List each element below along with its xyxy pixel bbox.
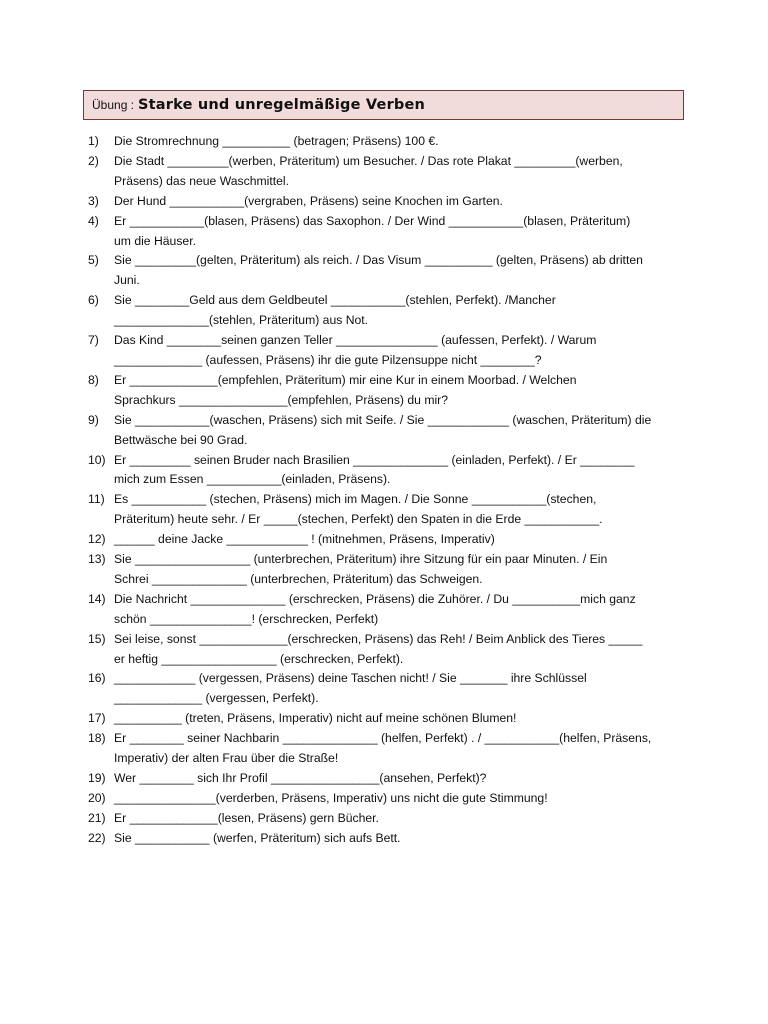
exercise-text-line: _____________ (vergessen, Perfekt). xyxy=(114,691,319,706)
exercise-text-line: _______________(verderben, Präsens, Imperativ) uns nicht die gute Stimmung! xyxy=(114,790,548,805)
exercise-item xyxy=(88,152,688,192)
exercise-text-line: Sprachkurs ________________(empfehlen, Präsens) du mir? xyxy=(114,392,449,407)
exercise-text-line: Er _____________(empfehlen, Präteritum) mir eine Kur in einem Moorbad. / Welchen xyxy=(114,372,577,387)
exercise-item xyxy=(88,590,688,630)
exercise-text-line: Die Nachricht ______________ (erschrecken, Präsens) die Zuhörer. / Du __________mich ganz xyxy=(114,591,636,606)
exercise-item xyxy=(88,411,688,451)
exercise-item xyxy=(88,769,688,789)
exercise-number: 4) xyxy=(88,213,99,228)
exercise-text-line: Präsens) das neue Waschmittel. xyxy=(114,173,289,188)
exercise-number: 6) xyxy=(88,293,99,308)
exercise-item xyxy=(88,251,688,291)
exercise-text-line: Das Kind ________seinen ganzen Teller _______________ (aufessen, Perfekt). / Warum xyxy=(114,333,597,348)
exercise-text-line: Sei leise, sonst _____________(erschrecken, Präsens) das Reh! / Beim Anblick des Tieres _____ xyxy=(114,631,643,646)
exercise-text-line: Sie ___________(waschen, Präsens) sich mit Seife. / Sie ____________ (waschen, Präteritum) die xyxy=(114,412,652,427)
exercise-text-line: ____________ (vergessen, Präsens) deine Taschen nicht! / Sie _______ ihre Schlüssel xyxy=(114,671,587,686)
exercise-text-line: Sie _________(gelten, Präteritum) als reich. / Das Visum __________ (gelten, Präsens) ab dritten xyxy=(114,253,643,268)
exercise-text-line: Er ___________(blasen, Präsens) das Saxophon. / Der Wind ___________(blasen, Präteritum) xyxy=(114,213,631,228)
exercise-list xyxy=(88,132,688,849)
exercise-item xyxy=(88,630,688,670)
exercise-number: 12) xyxy=(88,532,106,547)
exercise-number: 20) xyxy=(88,790,106,805)
exercise-item xyxy=(88,331,688,371)
exercise-text-line: __________ (treten, Präsens, Imperativ) nicht auf meine schönen Blumen! xyxy=(114,711,517,726)
exercise-text-line: Die Stadt _________(werben, Präteritum) um Besucher. / Das rote Plakat _________(werben, xyxy=(114,153,623,168)
exercise-number: 3) xyxy=(88,193,99,208)
exercise-number: 1) xyxy=(88,134,99,148)
exercise-text-line: Die Stromrechnung __________ (betragen; Präsens) 100 €. xyxy=(114,134,439,148)
exercise-text-line: Bettwäsche bei 90 Grad. xyxy=(114,432,248,447)
exercise-text-line: um die Häuser. xyxy=(114,233,196,248)
exercise-number: 21) xyxy=(88,810,106,825)
exercise-text-line: ______________(stehlen, Präteritum) aus Not. xyxy=(114,313,369,328)
exercise-text-line: Sie ___________ (werfen, Präteritum) sich aufs Bett. xyxy=(114,830,401,845)
exercise-item xyxy=(88,809,688,829)
exercise-number: 8) xyxy=(88,372,99,387)
exercise-number: 7) xyxy=(88,333,99,348)
exercise-item xyxy=(88,291,688,331)
exercise-number: 5) xyxy=(88,253,99,268)
exercise-item xyxy=(88,789,688,809)
exercise-item xyxy=(88,669,688,709)
exercise-item xyxy=(88,530,688,550)
exercise-text-line: _____________ (aufessen, Präsens) ihr die gute Pilzensuppe nicht ________? xyxy=(114,352,542,367)
exercise-number: 16) xyxy=(88,671,106,686)
exercise-text-line: Sie ________Geld aus dem Geldbeutel ___________(stehlen, Perfekt). /Mancher xyxy=(114,293,556,308)
exercise-text-line: Imperativ) der alten Frau über die Straße! xyxy=(114,751,339,766)
exercise-title: Starke und unregelmäßige Verben xyxy=(138,97,426,113)
exercise-text-line: Schrei ______________ (unterbrechen, Präteritum) das Schweigen. xyxy=(114,571,483,586)
exercise-text-line: schön _______________! (erschrecken, Perfekt) xyxy=(114,611,379,626)
exercise-text-line: Er _________ seinen Bruder nach Brasilien ______________ (einladen, Perfekt). / Er ________ xyxy=(114,452,635,467)
exercise-item xyxy=(88,709,688,729)
exercise-text-line: ______ deine Jacke ____________ ! (mitnehmen, Präsens, Imperativ) xyxy=(114,532,495,547)
exercise-text-line: Der Hund ___________(vergraben, Präsens) seine Knochen im Garten. xyxy=(114,193,503,208)
exercise-number: 15) xyxy=(88,631,106,646)
exercise-item xyxy=(88,212,688,252)
exercise-item xyxy=(88,371,688,411)
exercise-item xyxy=(88,729,688,769)
exercise-text-line: er heftig _________________ (erschrecken, Perfekt). xyxy=(114,651,404,666)
exercise-number: 22) xyxy=(88,830,106,845)
exercise-item xyxy=(88,451,688,491)
exercise-text-line: Präteritum) heute sehr. / Er _____(stechen, Perfekt) den Spaten in die Erde ___________. xyxy=(114,512,603,527)
exercise-number: 9) xyxy=(88,412,99,427)
exercise-text-line: Er _____________(lesen, Präsens) gern Bücher. xyxy=(114,810,379,825)
exercise-item xyxy=(88,192,688,212)
exercise-number: 11) xyxy=(88,492,105,507)
exercise-text-line: Sie _________________ (unterbrechen, Präteritum) ihre Sitzung für ein paar Minuten. / Ein xyxy=(114,552,608,567)
exercise-number: 14) xyxy=(88,591,106,606)
exercise-item xyxy=(88,829,688,849)
exercise-item xyxy=(88,550,688,590)
exercise-text-line: Wer ________ sich Ihr Profil ________________(ansehen, Perfekt)? xyxy=(114,771,487,785)
exercise-item xyxy=(88,490,688,530)
exercise-text-line: mich zum Essen ___________(einladen, Präsens). xyxy=(114,472,391,487)
exercise-number: 10) xyxy=(88,452,106,467)
exercise-number: 13) xyxy=(88,552,106,567)
exercise-text-line: Juni. xyxy=(114,273,140,288)
exercise-title-box xyxy=(83,90,684,120)
exercise-text-line: Es ___________ (stechen, Präsens) mich im Magen. / Die Sonne ___________(stechen, xyxy=(114,492,597,507)
exercise-label: Übung : xyxy=(92,98,135,112)
exercise-number: 18) xyxy=(88,731,106,746)
exercise-number: 17) xyxy=(88,711,106,726)
exercise-text-line: Er ________ seiner Nachbarin ______________ (helfen, Perfekt) . / ___________(helfen, Präsens, xyxy=(114,731,652,746)
exercise-number: 2) xyxy=(88,153,99,168)
exercise-item xyxy=(88,132,688,152)
exercise-number: 19) xyxy=(88,771,106,785)
